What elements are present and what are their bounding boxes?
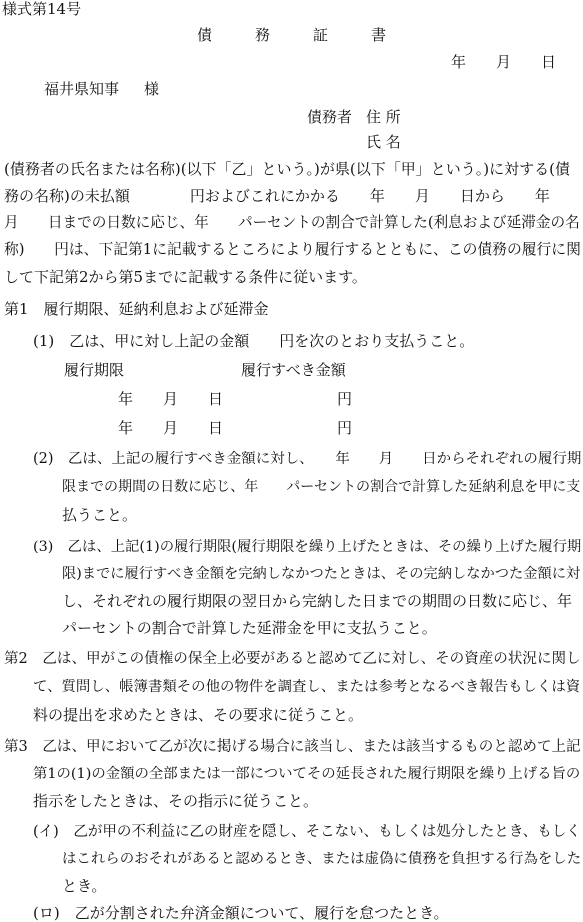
section1-item3-line: 限)までに履行すべき金額を完納しなかつたときは、その完納しなかつた金額に対 (62, 566, 581, 582)
section1-item3-line: (3) 乙は、上記(1)の履行期限(履行期限を繰り上げたときは、その繰り上げた履行期 (33, 539, 582, 555)
body-line: 務の名称)の未払額 円およびこれにかかる 年 月 日から 年 (4, 187, 550, 205)
section3-i-line: (イ) 乙が甲の不利益に乙の財産を隠し、そこない、もしくは処分したとき、もしく (33, 824, 581, 840)
table-header-due: 履行期限 (64, 361, 125, 379)
section1-item3-line: パーセントの割合で計算した延滞金を甲に支払うこと。 (62, 619, 437, 637)
date-day: 日 (541, 53, 557, 71)
section1-item1: (1) 乙は、甲に対し上記の金額 円を次のとおり支払うこと。 (33, 332, 475, 350)
section2-line: て、質問し、帳簿書類その他の物件を調査し、または参考となるべき報告もしくは資 (33, 679, 581, 695)
section1-item2-line: 払うこと。 (62, 506, 138, 524)
form-number: 様式第14号 (2, 0, 82, 18)
body-line: して下記第2から第5までに記載する条件に従います。 (4, 268, 367, 286)
section3-line: 第1の(1)の金額の全部または一部についてその延長された履行期限を繰り上げる旨の (33, 766, 581, 782)
body-line: (債務者の氏名または名称)(以下「乙」という。)が県(以下「甲」という。)に対する(債 (4, 160, 570, 178)
title-char-1: 債 (197, 26, 213, 44)
addressee-suffix: 様 (144, 80, 160, 98)
section1-item2-line: (2) 乙は、上記の履行すべき金額に対し、 年 月 日からそれぞれの履行期 (33, 451, 582, 467)
address-label: 住 所 (366, 108, 401, 126)
section3-i-line: とき。 (62, 877, 107, 895)
table-row-date: 年 月 日 (118, 419, 224, 437)
title-char-4: 書 (371, 26, 387, 44)
section2-line: 第2 乙は、甲がこの債権の保全上必要があると認めて乙に対し、その資産の状況に関し (4, 650, 581, 667)
body-line: 月 日までの日数に応じ、年 パーセントの割合で計算した(利息および延滞金の名 (4, 214, 580, 231)
section3-ro-line: (ロ) 乙が分割された弁済金額について、履行を怠つたとき。 (33, 904, 449, 922)
section1-heading: 第1 履行期限、延納利息および延滞金 (4, 300, 269, 318)
section2-line: 料の提出を求めたときは、その要求に従うこと。 (33, 706, 364, 724)
table-row-amount: 円 (337, 419, 353, 437)
section1-item3-line: し、それぞれの履行期限の翌日から完納した日までの期間の日数に応じ、年 (62, 592, 573, 610)
table-header-amount: 履行すべき金額 (241, 361, 346, 379)
section3-i-line: はこれらのおそれがあると認めるとき、または虚偽に債務を負担する行為をした (62, 851, 582, 867)
table-row-amount: 円 (337, 390, 353, 408)
table-row-date: 年 月 日 (118, 390, 224, 408)
section3-line: 指示をしたときは、その指示に従うこと。 (33, 792, 319, 810)
section1-item2-line: 限までの期間の日数に応じ、年 パーセントの割合で計算した延納利息を甲に支 (62, 479, 581, 495)
body-line: 称) 円は、下記第1に記載するところにより履行するとともに、この債務の履行に関 (4, 241, 581, 258)
date-year: 年 (451, 53, 467, 71)
section3-line: 第3 乙は、甲において乙が次に掲げる場合に該当し、または該当するものと認めて上記 (4, 738, 581, 755)
addressee: 福井県知事 (44, 80, 120, 98)
name-label: 氏 名 (366, 133, 401, 151)
date-month: 月 (496, 53, 512, 71)
title-char-2: 務 (255, 26, 271, 44)
debtor-label: 債務者 (307, 108, 353, 126)
title-char-3: 証 (313, 26, 329, 44)
